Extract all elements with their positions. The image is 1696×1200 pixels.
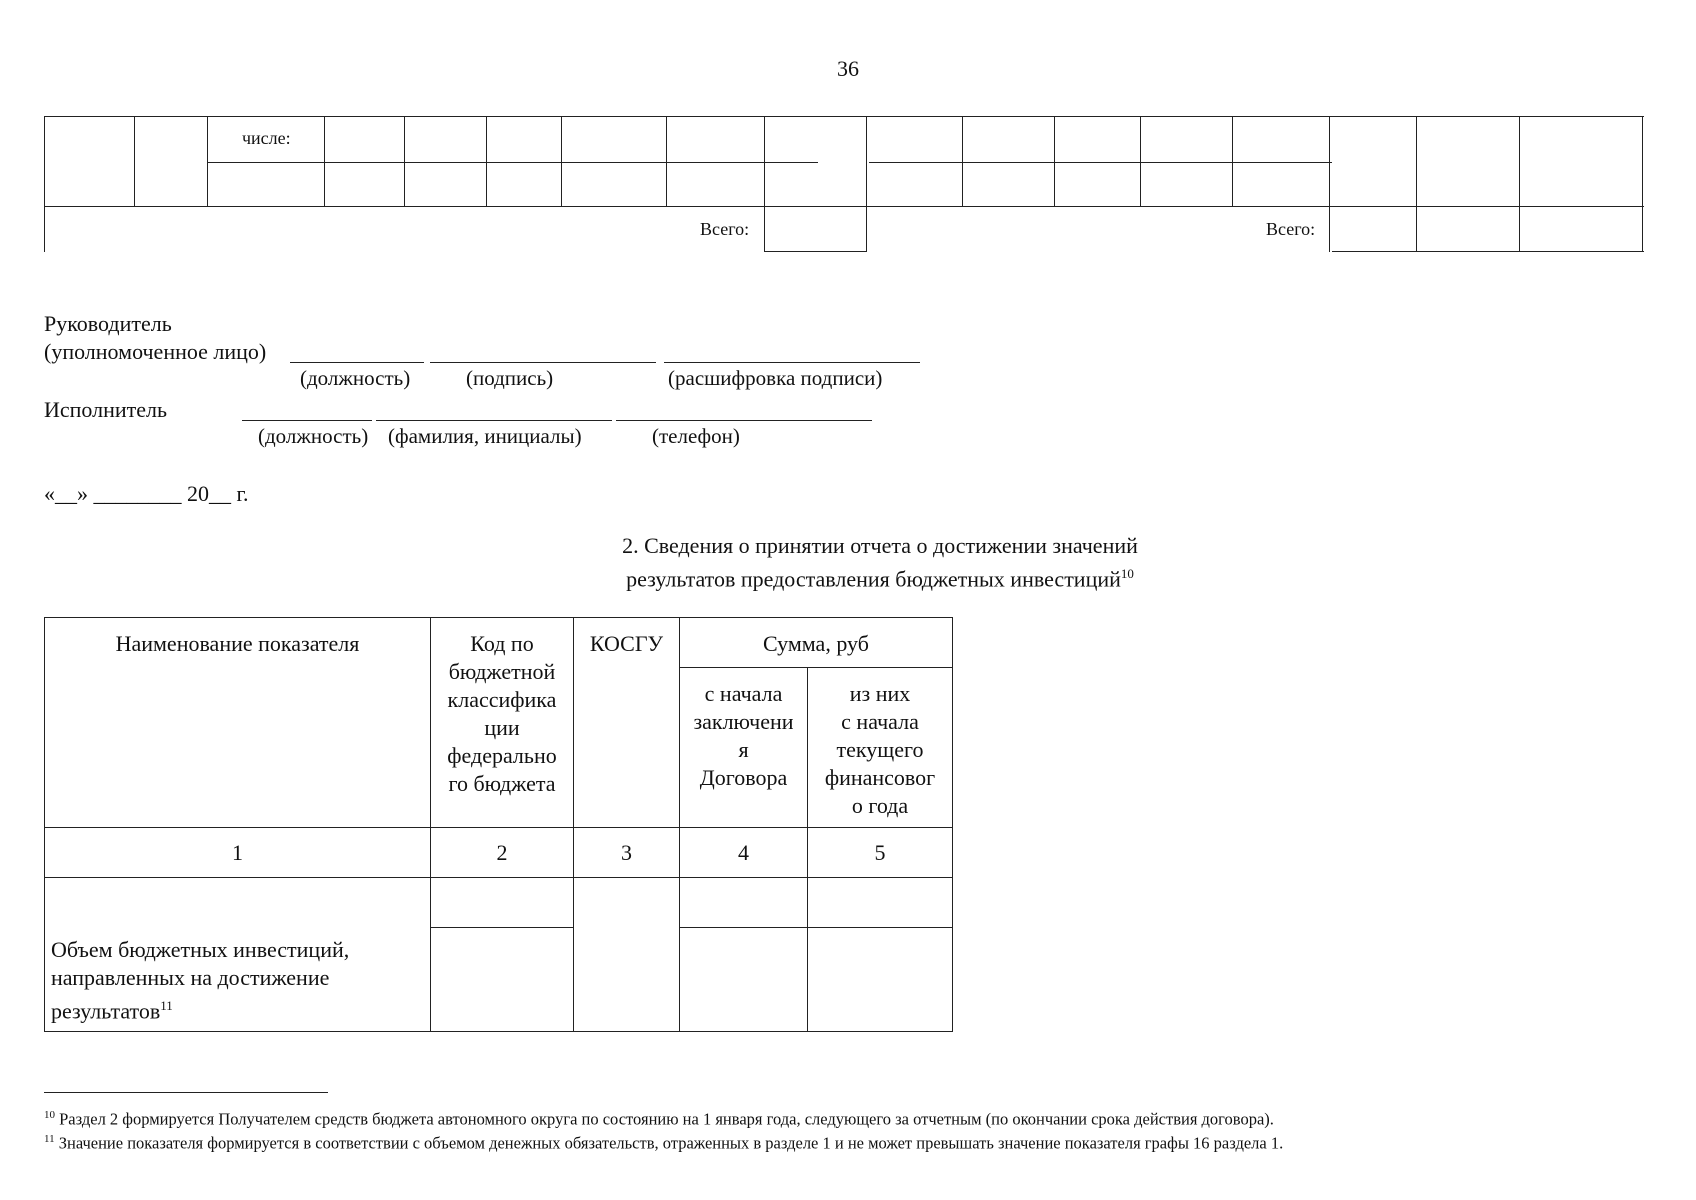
row-label-line	[51, 992, 424, 1025]
table-border	[134, 116, 135, 206]
table-border	[44, 116, 1644, 117]
table-border	[561, 116, 562, 206]
date-line: «__» ________ 20__ г.	[44, 481, 249, 506]
footnote-ref-10: 10	[1120, 566, 1134, 581]
label-chisle: числе:	[242, 128, 291, 148]
header-sum: Сумма, руб	[680, 618, 953, 668]
table-border	[44, 116, 45, 252]
header-current-year-line: из них	[849, 681, 911, 706]
header-since-contract-line: я	[738, 737, 749, 762]
table-border	[1054, 116, 1055, 206]
head-caption-position: (должность)	[300, 366, 411, 390]
data-cell[interactable]	[431, 928, 574, 1032]
exec-caption-phone: (телефон)	[652, 424, 740, 448]
header-code-line: бюджетной	[448, 659, 556, 684]
table-border	[324, 116, 325, 206]
header-code-line: го бюджета	[448, 771, 556, 796]
exec-phone-line	[616, 420, 872, 421]
column-number: 1	[45, 828, 431, 878]
footnote-text: Раздел 2 формируется Получателем средств бюджета автономного округа по состоянию на 1 января года, следующего за отчетным (по окончании срока действия договора).	[59, 1109, 1274, 1129]
row-label-investments	[45, 878, 431, 1032]
exec-caption-name: (фамилия, инициалы)	[388, 424, 582, 448]
header-since-contract-line: заключени	[693, 709, 794, 734]
row-label-line: Объем бюджетных инвестиций,	[51, 936, 350, 962]
header-code-line: ции	[484, 715, 520, 740]
header-name: Наименование показателя	[45, 618, 431, 828]
table-border	[869, 162, 1332, 163]
header-since-contract-line: с начала	[704, 681, 783, 706]
table-border	[1642, 116, 1643, 252]
footnote-10	[44, 1104, 1274, 1131]
head-title-line1: Руководитель	[44, 311, 172, 336]
exec-caption-position: (должность)	[258, 424, 369, 448]
table-border	[764, 251, 866, 252]
footnote-11	[44, 1128, 1283, 1155]
column-number: 3	[574, 828, 680, 878]
header-current-year-line: финансовог	[824, 765, 936, 790]
head-caption-signature: (подпись)	[466, 366, 554, 390]
data-cell[interactable]	[680, 928, 808, 1032]
header-current-year	[808, 668, 953, 828]
section2-table	[44, 617, 953, 1032]
data-cell[interactable]	[680, 878, 808, 928]
data-cell[interactable]	[574, 878, 680, 1032]
head-title-line2: (уполномоченное лицо)	[44, 339, 267, 364]
page-number: 36	[837, 56, 859, 81]
footnote-text: Значение показателя формируется в соответствии с объемом денежных обязательств, отраженных в разделе 1 и не может превышать значение показателя графы 16 раздела 1.	[58, 1133, 1284, 1153]
section2-title-line1: 2. Сведения о принятии отчета о достижении значений	[622, 533, 1138, 558]
data-cell[interactable]	[431, 878, 574, 928]
table-border	[1519, 116, 1520, 252]
data-cell[interactable]	[808, 878, 953, 928]
exec-position-line	[242, 420, 372, 421]
column-number: 2	[431, 828, 574, 878]
table-border	[1232, 116, 1233, 206]
table-border	[1416, 116, 1417, 252]
header-code	[431, 618, 574, 828]
header-since-contract	[680, 668, 808, 828]
table-border	[404, 116, 405, 206]
exec-name-line	[376, 420, 612, 421]
header-current-year-line: текущего	[836, 737, 924, 762]
head-signature-line	[430, 362, 656, 363]
footnote-separator	[44, 1092, 328, 1093]
table-border	[486, 116, 487, 206]
table-border	[1329, 116, 1330, 252]
total-label-left: Всего:	[700, 219, 750, 239]
table-border	[207, 116, 208, 206]
footnote-mark: 11	[44, 1133, 55, 1145]
continued-table-fragment	[44, 116, 1644, 252]
header-code-line: федерально	[447, 743, 557, 768]
row-label-line-text: результатов	[51, 998, 161, 1023]
header-current-year-line: с начала	[841, 709, 919, 734]
section2-title-line2	[490, 560, 1270, 593]
header-kosgu: КОСГУ	[574, 618, 680, 828]
header-code-line: Код по	[470, 631, 534, 656]
column-number: 4	[680, 828, 808, 878]
head-caption-decoding: (расшифровка подписи)	[668, 366, 883, 390]
footnote-mark: 10	[44, 1109, 55, 1121]
table-border	[207, 162, 818, 163]
header-current-year-line: о года	[851, 793, 909, 818]
table-border	[44, 206, 1644, 207]
table-border	[866, 116, 867, 252]
table-border	[1332, 251, 1644, 252]
footnote-ref-11: 11	[160, 997, 173, 1013]
table-border	[962, 116, 963, 206]
column-number: 5	[808, 828, 953, 878]
table-border	[666, 116, 667, 206]
section2-title-line2-text: результатов предоставления бюджетных инвестиций	[626, 566, 1121, 592]
header-code-line: классифика	[447, 687, 557, 712]
section2-title	[490, 532, 1270, 593]
row-label-line: направленных на достижение	[51, 964, 330, 990]
head-position-line	[290, 362, 424, 363]
executor-label: Исполнитель	[44, 397, 168, 422]
total-label-right: Всего:	[1266, 219, 1316, 239]
table-border	[1140, 116, 1141, 206]
head-decoding-line	[664, 362, 920, 363]
table-border	[764, 116, 765, 252]
header-since-contract-line: Договора	[699, 765, 788, 790]
data-cell[interactable]	[808, 928, 953, 1032]
